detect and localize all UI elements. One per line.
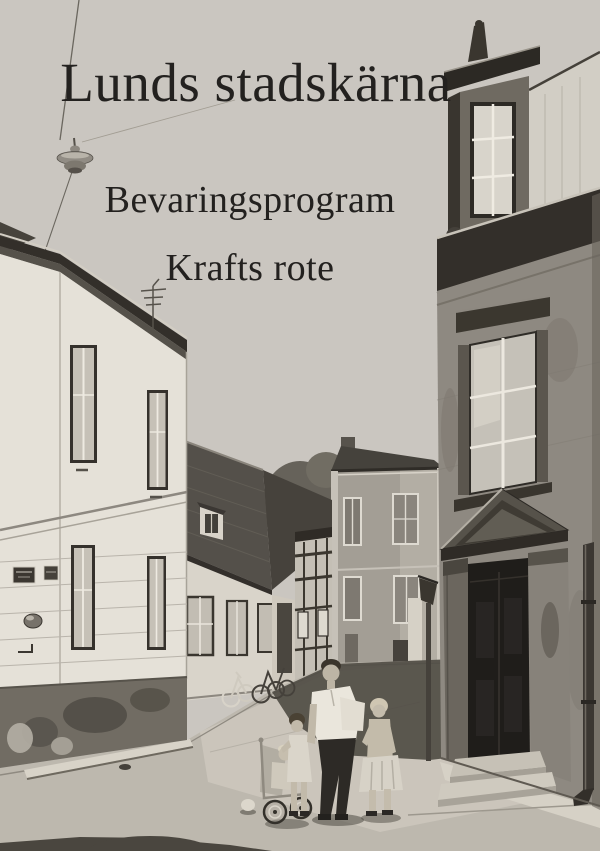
recessed-house-strip [272, 595, 295, 692]
left-corner-building [0, 222, 187, 768]
cover-title: Lunds stadskärna [60, 52, 452, 113]
low-house-windows [187, 597, 273, 655]
entrance-portal [443, 548, 571, 782]
cover-subtitle-district: Krafts rote [165, 247, 335, 289]
wall-lamp [24, 614, 42, 628]
right-building [437, 20, 600, 810]
sunlit-wall-sliver [408, 598, 422, 666]
street-object-light [240, 799, 256, 815]
street-object-dark [119, 764, 131, 770]
cover-subtitle-program: Bevaringsprogram [104, 179, 396, 221]
small-sign [44, 566, 58, 580]
street-name-sign [13, 567, 35, 583]
